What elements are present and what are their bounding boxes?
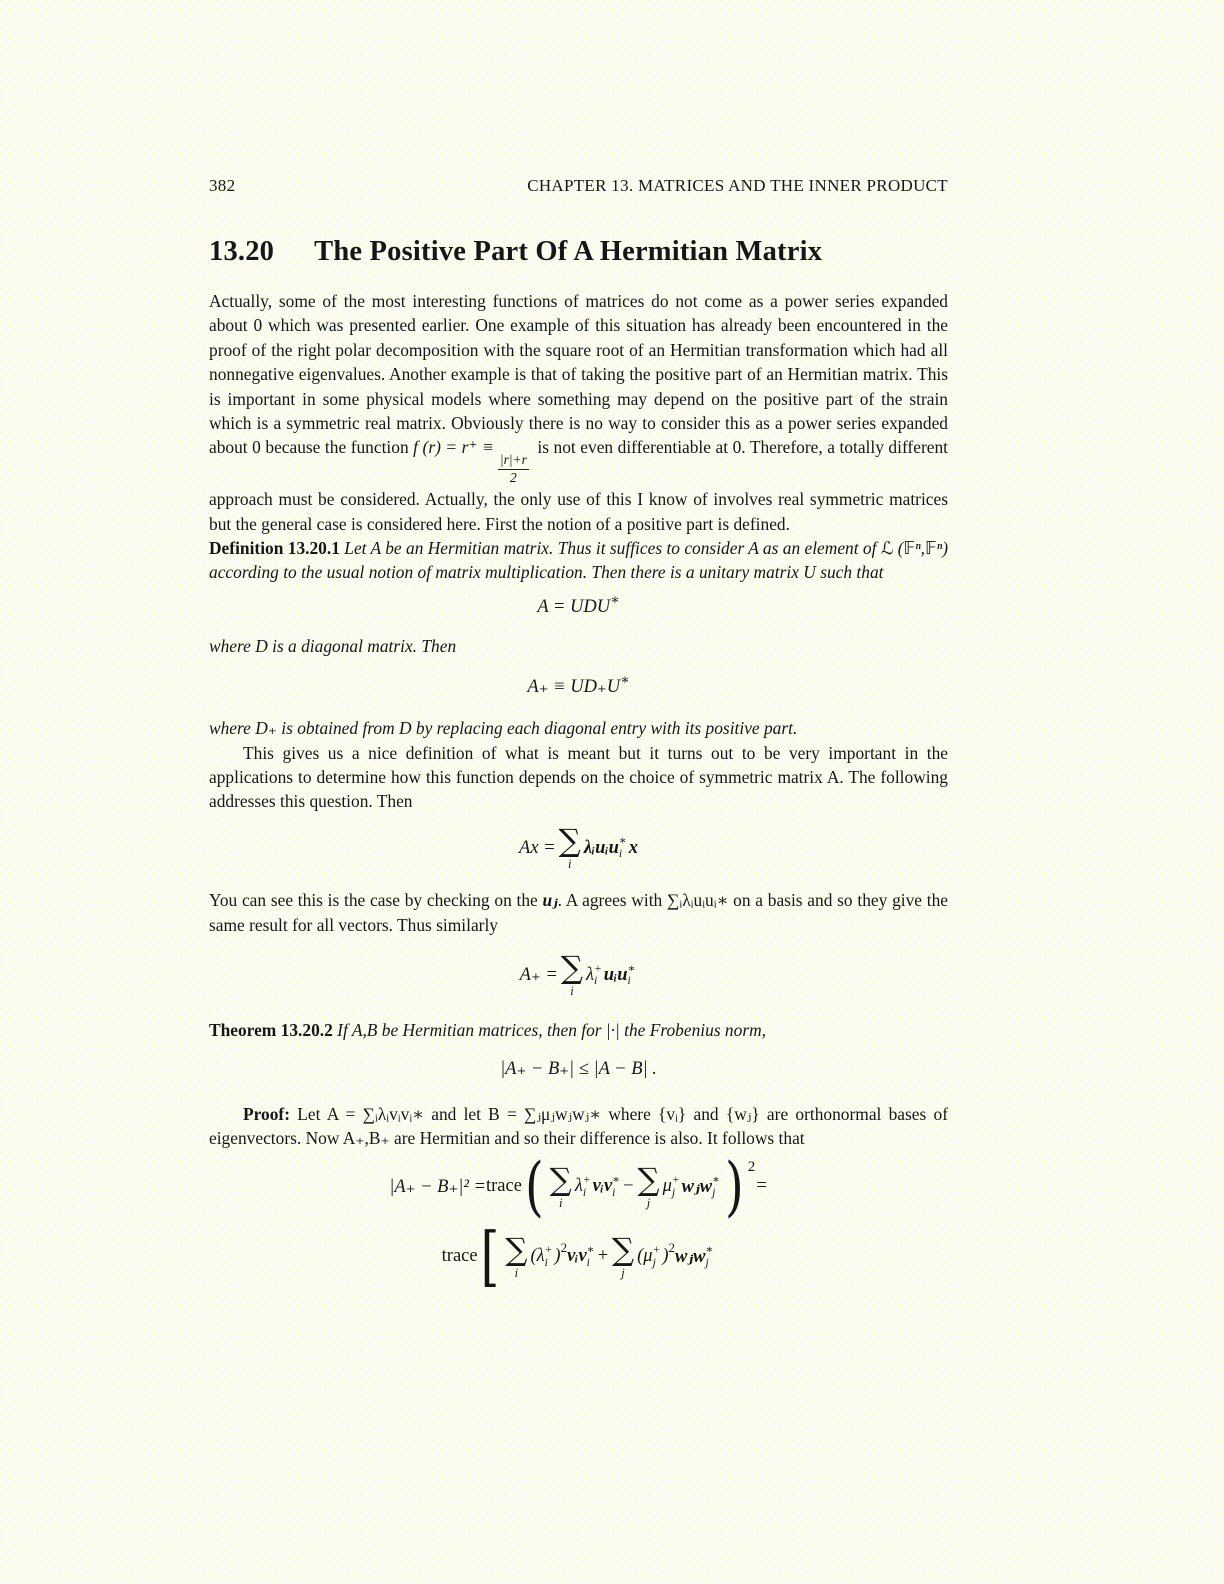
- paragraph-where-d: [209, 634, 948, 658]
- proof-body: Let A = ∑ᵢλᵢvᵢvᵢ∗ and let B = ∑ⱼμⱼwⱼwⱼ∗ where {vᵢ} and {wⱼ} are orthonormal bases of eigenvectors. Now A₊,B₊ are Hermitian and so their difference is also. It follows that: [209, 1104, 948, 1149]
- summation-index: i: [559, 1195, 563, 1210]
- eq-lhs: Ax =: [519, 837, 556, 858]
- sup-sub-stack: [619, 835, 627, 860]
- summation-operator: [560, 950, 583, 999]
- sup-star: ∗: [627, 962, 636, 975]
- trace-operator: trace: [441, 1246, 478, 1267]
- right-paren: ): [724, 1149, 744, 1225]
- trace-operator: trace: [486, 1176, 522, 1197]
- checking-text-2: . A agrees with ∑ᵢλᵢuᵢuᵢ∗ on a basis and so they give the same result for all vectors. Thus similarly: [209, 890, 949, 935]
- sup-sub-stack: [545, 1244, 553, 1269]
- equals-sign: =: [755, 1176, 768, 1197]
- eq-lhs: |A₊ − B₊|² =: [389, 1176, 486, 1197]
- lambda: λ: [586, 964, 595, 985]
- summation-index: i: [570, 984, 574, 999]
- mu: μ: [662, 1176, 672, 1197]
- sup-star: ∗: [618, 835, 627, 848]
- plus-sign: +: [596, 1246, 609, 1267]
- left-bracket: [: [480, 1219, 500, 1295]
- summation-operator: [505, 1231, 528, 1280]
- vector-w: wⱼw: [675, 1246, 706, 1267]
- sup-star: ∗: [586, 1244, 595, 1257]
- sup-sub-stack: [583, 1174, 591, 1199]
- eq-lhs: A₊ =: [519, 965, 558, 986]
- open-paren: (: [530, 1246, 537, 1267]
- vector-v: vᵢv: [592, 1176, 613, 1197]
- sup-sub-stack: [587, 1244, 595, 1269]
- sigma-symbol: ∑: [637, 1161, 660, 1198]
- open-paren: (: [637, 1246, 644, 1267]
- eq-body: |A₊ − B₊| ≤ |A − B| .: [500, 1059, 657, 1080]
- paragraph-intro: [209, 289, 948, 536]
- gives-text: This gives us a nice definition of what is meant but it turns out to be very important in the applications to determine how this function depends on the choice of symmetric matrix A. The following addresses this question. Then: [209, 742, 948, 812]
- sup-sub-stack: [594, 963, 602, 988]
- paragraph-gives: [209, 741, 948, 814]
- paragraph-where-dplus: [209, 716, 948, 740]
- sup-star: ∗: [712, 1174, 720, 1187]
- sup-star: ∗: [705, 1244, 714, 1257]
- intro-text-2: is not even differentiable at 0. Therefore, a totally different approach must be considered. Actually, the only use of this I know of involves real symmetric matrices but the general case is considered here. First the notion of a positive part is defined.: [209, 437, 948, 534]
- section-heading: [209, 236, 948, 268]
- lambda: λ: [574, 1176, 583, 1197]
- mu: μ: [643, 1246, 653, 1267]
- where-dplus-text: where D₊ is obtained from D by replacing each diagonal entry with its positive part.: [209, 718, 798, 739]
- summation-operator: [637, 1161, 660, 1210]
- section-number: 13.20: [209, 236, 275, 267]
- eq-body: A = UDU: [537, 596, 611, 617]
- theorem-body: If A,B be Hermitian matrices, then for |·| the Frobenius norm,: [332, 1019, 766, 1040]
- summation-operator: [611, 1231, 635, 1280]
- summation-operator: [549, 1161, 572, 1210]
- sub-index: i: [594, 975, 598, 988]
- sup-plus: +: [652, 1244, 661, 1257]
- vector-uj: uⱼ: [542, 890, 558, 911]
- close-paren: ): [662, 1246, 669, 1267]
- page-number: 382: [209, 176, 236, 195]
- sup-sub-stack: [628, 963, 636, 988]
- vector-v: vᵢv: [567, 1246, 587, 1267]
- sub-index: i: [544, 1256, 548, 1269]
- summation-index: j: [621, 1265, 625, 1280]
- lambda: λ: [536, 1246, 545, 1267]
- page-content: [209, 176, 949, 1295]
- equation-Aplus-UDplusU: [209, 672, 948, 698]
- conjugate-star: ∗: [610, 592, 620, 608]
- equation-trace-expansion: [209, 1149, 948, 1225]
- summation-index: j: [646, 1195, 651, 1210]
- where-d-text: where D is a diagonal matrix. Then: [209, 635, 457, 656]
- sigma-symbol: ∑: [560, 950, 583, 987]
- sub-index: i: [618, 848, 623, 861]
- sup-sub-stack: [612, 1174, 620, 1199]
- sigma-symbol: ∑: [505, 1231, 528, 1268]
- minus-sign: −: [621, 1176, 635, 1197]
- chapter-title: CHAPTER 13. MATRICES AND THE INNER PRODUCT: [527, 176, 948, 195]
- sigma-symbol: ∑: [558, 822, 581, 859]
- equation-Ax-sum: [209, 822, 948, 871]
- sup-sub-stack: [653, 1244, 661, 1269]
- summation-index: i: [514, 1265, 519, 1280]
- sub-index: j: [705, 1256, 709, 1269]
- summation-operator: [558, 822, 581, 871]
- sup-plus: +: [594, 962, 602, 975]
- conjugate-star: ∗: [620, 672, 630, 688]
- sup-sub-stack: [672, 1174, 680, 1199]
- definition-label: Definition 13.20.1: [209, 538, 340, 558]
- definition-13-20-1: [209, 536, 948, 585]
- sup-plus: +: [544, 1244, 553, 1257]
- inline-math-fr: f (r) = r⁺ ≡: [413, 437, 494, 458]
- checking-text-1: You can see this is the case by checking on the: [209, 890, 543, 911]
- sup-plus: +: [582, 1174, 591, 1187]
- sub-index: i: [586, 1256, 590, 1269]
- fraction-numerator: |r|+r: [498, 452, 529, 470]
- definition-body: Let A be an Hermitian matrix. Thus it suffices to consider A as an element of ℒ (𝔽ⁿ,𝔽ⁿ) according to the usual notion of matrix multiplication. Then there is a unitary matrix U such that: [209, 538, 949, 583]
- sub-index: i: [582, 1186, 587, 1199]
- sup-star: ∗: [612, 1174, 620, 1187]
- squared-exponent: 2: [668, 1239, 676, 1255]
- paragraph-proof: [209, 1102, 948, 1151]
- equation-trace-continued: [209, 1219, 948, 1295]
- eq-body: uᵢu: [603, 964, 628, 985]
- eq-tail: x: [628, 837, 638, 858]
- section-title: The Positive Part Of A Hermitian Matrix: [314, 236, 823, 267]
- eq-body: A₊ ≡ UD₊U: [527, 677, 621, 698]
- sub-index: j: [652, 1256, 656, 1269]
- summation-index: i: [568, 856, 572, 871]
- sub-index: i: [612, 1186, 616, 1199]
- close-paren: ): [554, 1246, 561, 1267]
- squared-exponent: 2: [747, 1158, 756, 1175]
- eq-body: λᵢuᵢu: [583, 837, 619, 858]
- equation-A-UDU: [209, 592, 948, 618]
- sub-index: i: [627, 975, 631, 988]
- sup-plus: +: [671, 1174, 680, 1187]
- sup-sub-stack: [712, 1174, 720, 1199]
- equation-Aplus-sum: [209, 950, 948, 999]
- proof-label: Proof:: [243, 1104, 291, 1125]
- left-paren: (: [524, 1149, 544, 1225]
- fraction-denominator: 2: [510, 470, 517, 486]
- inline-fraction: [498, 452, 529, 487]
- sup-sub-stack: [706, 1244, 714, 1269]
- sigma-symbol: ∑: [549, 1161, 572, 1198]
- running-header: [209, 176, 948, 196]
- equation-frobenius-inequality: [209, 1058, 948, 1080]
- theorem-13-20-2: [209, 1018, 948, 1042]
- sigma-symbol: ∑: [611, 1231, 635, 1268]
- vector-w: wⱼw: [681, 1176, 713, 1197]
- paragraph-checking: [209, 888, 948, 937]
- sub-index: j: [671, 1186, 676, 1199]
- sub-index: j: [712, 1186, 716, 1199]
- squared-exponent: 2: [560, 1239, 568, 1255]
- theorem-label: Theorem 13.20.2: [209, 1019, 333, 1040]
- intro-text-1: Actually, some of the most interesting functions of matrices do not come as a power series expanded about 0 which was presented earlier. One example of this situation has already been encountered in the proof of the right polar decomposition with the square root of an Hermitian transformation which had all nonnegative eigenvalues. Another example is that of taking the positive part of an Hermitian matrix. This is important in some physical models where something may depend on the positive part of the strain which is a symmetric real matrix. Obviously there is no way to consider this as a power series expanded about 0 because the function: [209, 291, 948, 458]
